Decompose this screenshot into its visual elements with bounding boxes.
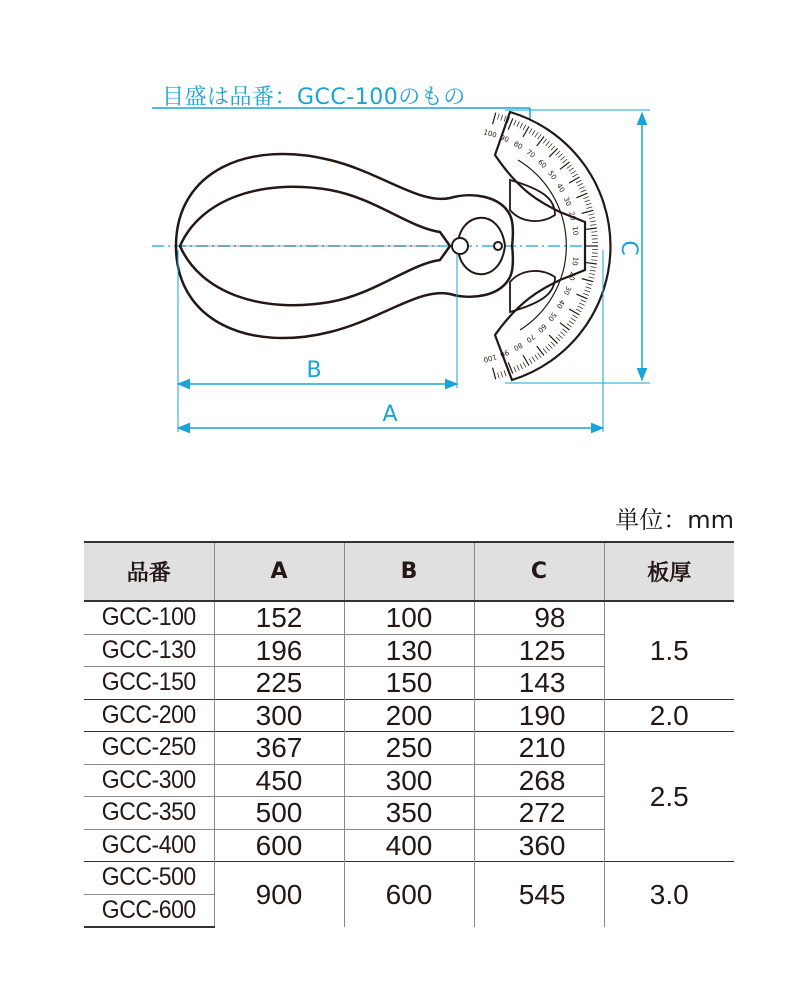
scale-tick-label: 50 [546,169,558,182]
cell-b: 250 [344,732,474,765]
cell-c: 210 [474,732,604,765]
header-thickness: 板厚 [604,542,734,601]
scale-tick-label: 100 [482,128,498,140]
cell-model: GCC-300 [89,764,209,797]
dim-b-label: B [306,358,322,383]
scale-tick-label: 70 [524,332,537,344]
scale-tick-label: 40 [554,298,567,310]
scale-tick [497,114,499,120]
scale-tick [504,116,506,122]
table-header-row [84,542,734,601]
cell-thickness: 1.5 [604,601,734,699]
cell-b: 600 [344,862,474,928]
scale-note: 目盛は品番：GCC-100のもの [162,85,466,110]
cell-thickness: 3.0 [604,862,734,928]
cell-c: 125 [474,634,604,667]
scale-tick [501,372,503,378]
scale-tick-label: 90 [498,133,511,145]
cell-a: 900 [214,862,344,928]
cell-b: 150 [344,667,474,700]
cell-b: 350 [344,797,474,830]
scale-tick-label: 30 [561,195,573,208]
scale-tick-label: 90 [498,347,511,359]
cell-model: GCC-100 [89,601,209,634]
cell-a: 500 [214,797,344,830]
cell-model: GCC-400 [89,829,209,862]
scale-tick-label: 50 [546,310,558,323]
table-row [84,732,734,765]
unit-label: 単位：mm [615,506,734,534]
cell-c: 272 [474,797,604,830]
cell-c: 98 [474,601,604,634]
scale-tick-label: 20 [567,270,578,282]
table-row [84,699,734,732]
scale-tick [504,370,506,376]
cell-a: 367 [214,732,344,765]
cell-model: GCC-250 [89,732,209,765]
scale-tick [493,113,496,125]
cell-a: 225 [214,667,344,700]
cell-a: 152 [214,601,344,634]
cell-model: GCC-150 [89,667,209,700]
scale-tick [493,368,496,380]
cell-thickness: 2.5 [604,732,734,862]
caliper-diagram [0,0,800,470]
scale-tick-label: 30 [561,284,573,297]
cell-b: 300 [344,764,474,797]
scale-tick-label: 70 [524,148,537,160]
cell-c: 143 [474,667,604,700]
cell-c: 268 [474,764,604,797]
cell-model: GCC-500 [89,862,209,895]
table-row [84,601,734,634]
dim-a-label: A [382,402,398,427]
scale-tick-label: 60 [536,157,549,170]
scale-tick-label: 10 [570,256,580,267]
scale-tick [501,115,503,121]
cell-a: 196 [214,634,344,667]
cell-a: 300 [214,699,344,732]
cell-c: 360 [474,829,604,862]
cell-b: 100 [344,601,474,634]
dim-c-label: C [616,240,641,256]
header-b: B [344,542,474,601]
header-a: A [214,542,344,601]
cell-model: GCC-130 [89,634,209,667]
cell-b: 400 [344,829,474,862]
cell-model: GCC-200 [89,699,209,732]
cell-b: 200 [344,699,474,732]
cell-a: 450 [214,764,344,797]
scale-tick-label: 80 [512,340,524,353]
cell-c: 545 [474,862,604,928]
cell-c: 190 [474,699,604,732]
pivot-hole [452,238,468,254]
scale-tick-label: 60 [536,322,549,335]
header-model: 品番 [84,542,214,601]
scale-tick-label: 100 [482,352,498,364]
header-c: C [474,542,604,601]
scale-tick-label: 10 [570,225,580,236]
scale-tick [497,373,499,379]
table-row [84,862,734,895]
cell-model: GCC-600 [89,894,209,927]
scale-tick-label: 20 [567,210,578,222]
spec-table [84,541,734,928]
cell-thickness: 2.0 [604,699,734,732]
scale-tick-label: 80 [512,139,524,152]
cell-model: GCC-350 [89,797,209,830]
scale-tick-label: 40 [554,182,567,194]
cell-b: 130 [344,634,474,667]
cell-a: 600 [214,829,344,862]
